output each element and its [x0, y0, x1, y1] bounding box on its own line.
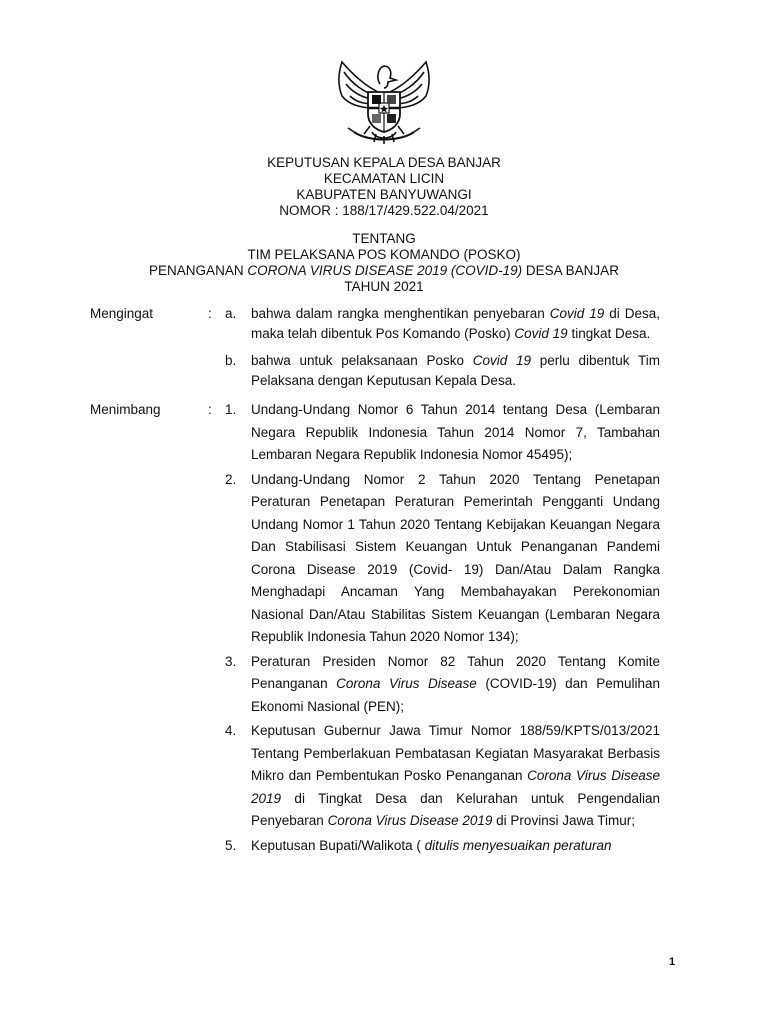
page-number: 1 [669, 956, 676, 968]
garuda-pancasila-emblem [318, 52, 450, 148]
list-item: 4. Keputusan Gubernur Jawa Timur Nomor 188/59/KPTS/013/2021 Tentang Pemberlakuan Pembatasan Kegiatan Masyarakat Berbasis Mikro dan Pembentukan Posko Penanganan Corona Virus Disease 2019 di Tingkat Desa dan Kelurahan untuk Pengendalian Penyebaran Corona Virus Disease 2019 di Provinsi Jawa Timur; [90, 720, 660, 833]
item-text: Keputusan Gubernur Jawa Timur Nomor 188/59/KPTS/013/2021 Tentang Pemberlakuan Pembatasan Kegiatan Masyarakat Berbasis Mikro dan Pembentukan Posko Penanganan Corona Virus Disease 2019 di Tingkat Desa dan Kelurahan untuk Pengendalian Penyebaran Corona Virus Disease 2019 di Provinsi Jawa Timur; [251, 723, 660, 828]
mengingat-section [90, 304, 660, 390]
item-text: Undang-Undang Nomor 6 Tahun 2014 tentang Desa (Lembaran Negara Republik Indonesia Tahun 2014 Nomor 7, Tambahan Lembaran Negara Republik Indonesia Nomor 45495); [251, 402, 660, 462]
decree-body [90, 304, 660, 859]
list-item: 2. Undang-Undang Nomor 2 Tahun 2020 Tentang Penetapan Peraturan Penetapan Peraturan Pemerintah Pengganti Undang Undang Nomor 1 Tahun 2020 Tentang Kebijakan Keuangan Negara Dan Stabilisasi Sistem Keuangan Untuk Penanganan Pandemi Corona Disease 2019 (Covid- 19) Dan/Atau Dalam Rangka Menghadapi Ancaman Yang Membahayakan Perekonomian Nasional Dan/Atau Stabilitas Sistem Keuangan (Lembaran Negara Republik Indonesia Tahun 2020 Nomor 134); [90, 469, 660, 649]
regency-name: KABUPATEN BANYUWANGI [296, 187, 472, 202]
section-label: Menimbang [90, 402, 161, 417]
list-item: b. bahwa untuk pelaksanaan Posko Covid 19 perlu dibentuk Tim Pelaksana dengan Keputusan Kepala Desa. [90, 351, 660, 390]
list-item: Menimbang : 1. Undang-Undang Nomor 6 Tahun 2014 tentang Desa (Lembaran Negara Republik Indonesia Tahun 2014 Nomor 7, Tambahan Lembaran Negara Republik Indonesia Nomor 45495); [90, 399, 660, 467]
district-name: KECAMATAN LICIN [323, 171, 445, 186]
subject-line-1: TIM PELAKSANA POS KOMANDO (POSKO) [247, 247, 521, 262]
about-label: TENTANG [352, 231, 416, 246]
section-label: Mengingat [90, 306, 154, 321]
decree-title: KEPUTUSAN KEPALA DESA BANJAR [267, 155, 501, 170]
list-item: 5. Keputusan Bupati/Walikota ( ditulis menyesuaikan peraturan [90, 835, 660, 858]
subject-line-2: PENANGANAN CORONA VIRUS DISEASE 2019 (COVID-19) DESA BANJAR [149, 263, 619, 278]
decree-header [0, 155, 768, 295]
subject-line-3: TAHUN 2021 [344, 279, 424, 294]
item-text: Peraturan Presiden Nomor 82 Tahun 2020 Tentang Komite Penanganan Corona Virus Disease (COVID-19) dan Pemulihan Ekonomi Nasional (PEN); [251, 653, 660, 714]
item-text: bahwa untuk pelaksanaan Posko Covid 19 perlu dibentuk Tim Pelaksana dengan Keputusan Kepala Desa. [251, 353, 660, 388]
menimbang-section [90, 399, 660, 857]
item-text: Undang-Undang Nomor 2 Tahun 2020 Tentang Penetapan Peraturan Penetapan Peraturan Pemerintah Pengganti Undang Undang Nomor 1 Tahun 2020 Tentang Kebijakan Keuangan Negara Dan Stabilisasi Sistem Keuangan Untuk Penanganan Pandemi Corona Disease 2019 (Covid- 19) Dan/Atau Dalam Rangka Menghadapi Ancaman Yang Membahayakan Perekonomian Nasional Dan/Atau Stabilitas Sistem Keuangan (Lembaran Negara Republik Indonesia Tahun 2020 Nomor 134); [251, 471, 660, 644]
list-item: 3. Peraturan Presiden Nomor 82 Tahun 2020 Tentang Komite Penanganan Corona Virus Disease (COVID-19) dan Pemulihan Ekonomi Nasional (PEN); [90, 651, 660, 719]
item-text: Keputusan Bupati/Walikota ( ditulis menyesuaikan peraturan [251, 837, 612, 853]
item-text: bahwa dalam rangka menghentikan penyebaran Covid 19 di Desa, maka telah dibentuk Pos Komando (Posko) Covid 19 tingkat Desa. [251, 306, 660, 341]
list-item: Mengingat : a. bahwa dalam rangka menghentikan penyebaran Covid 19 di Desa, maka telah dibentuk Pos Komando (Posko) Covid 19 tingkat Desa. [90, 304, 660, 343]
decree-number: NOMOR : 188/17/429.522.04/2021 [279, 203, 489, 218]
